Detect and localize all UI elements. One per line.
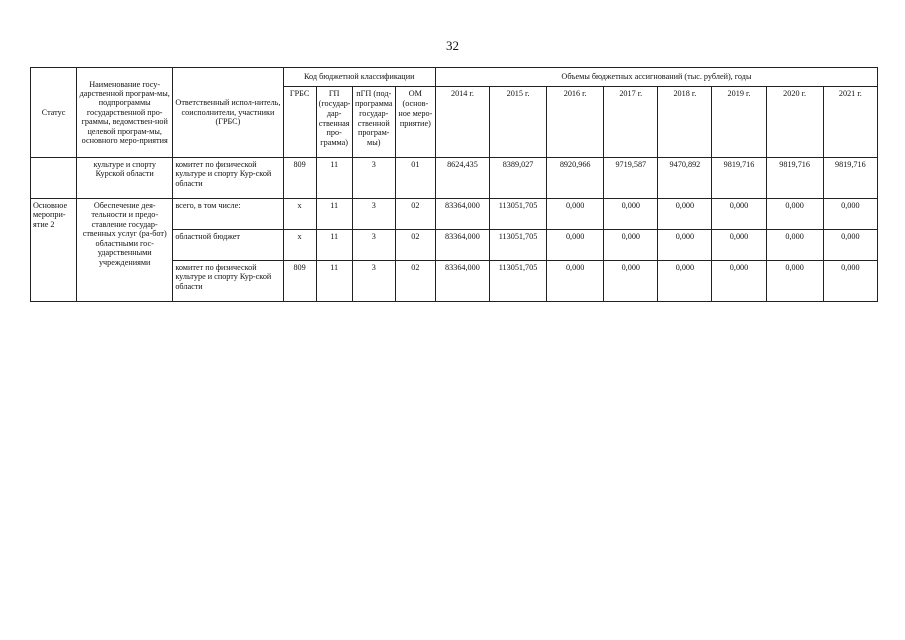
cell-status: Основное меропри-ятие 2: [31, 199, 77, 302]
cell-value: 0,000: [712, 199, 766, 230]
header-year: 2016 г.: [547, 87, 604, 158]
cell-value: 0,000: [823, 230, 877, 261]
cell-pgp: 3: [352, 199, 395, 230]
header-year: 2014 г.: [435, 87, 489, 158]
header-year: 2021 г.: [823, 87, 877, 158]
cell-value: 0,000: [823, 261, 877, 302]
cell-responsible: комитет по физической культуре и спорту Кур-ской области: [173, 158, 283, 199]
header-status: Статус: [31, 68, 77, 158]
cell-value: 0,000: [658, 199, 712, 230]
table-row: [31, 199, 878, 230]
header-grbs: ГРБС: [283, 87, 316, 158]
cell-value: 0,000: [712, 261, 766, 302]
cell-grbs: 809: [283, 261, 316, 302]
header-year: 2018 г.: [658, 87, 712, 158]
cell-value: 0,000: [547, 230, 604, 261]
cell-om: 01: [395, 158, 435, 199]
cell-value: 113051,705: [489, 199, 546, 230]
cell-gp: 11: [316, 199, 352, 230]
cell-value: 0,000: [604, 230, 658, 261]
header-responsible: Ответственный испол-нитель, соисполнители, участники (ГРБС): [173, 68, 283, 158]
cell-value: 0,000: [658, 261, 712, 302]
header-gp: ГП (государ-дар-ственная про-грамма): [316, 87, 352, 158]
page-number: 32: [446, 38, 459, 53]
cell-responsible: областной бюджет: [173, 230, 283, 261]
cell-grbs: 809: [283, 158, 316, 199]
header-year: 2020 г.: [766, 87, 823, 158]
cell-name: Обеспечение дея-тельности и предо-ставление государ-ственных услуг (ра-бот) областными гос-ударственными учреждениями: [77, 199, 173, 302]
header-budget-code: Код бюджетной классификации: [283, 68, 435, 87]
cell-gp: 11: [316, 230, 352, 261]
cell-name: культуре и спорту Курской области: [77, 158, 173, 199]
cell-value: 0,000: [604, 199, 658, 230]
cell-value: 9719,587: [604, 158, 658, 199]
cell-om: 02: [395, 199, 435, 230]
cell-value: 0,000: [766, 230, 823, 261]
cell-value: 0,000: [658, 230, 712, 261]
cell-pgp: 3: [352, 261, 395, 302]
header-year: 2015 г.: [489, 87, 546, 158]
cell-om: 02: [395, 261, 435, 302]
cell-value: 9470,892: [658, 158, 712, 199]
cell-value: 9819,716: [823, 158, 877, 199]
cell-value: 9819,716: [712, 158, 766, 199]
table-row: [31, 158, 878, 199]
cell-value: 83364,000: [435, 230, 489, 261]
header-year: 2019 г.: [712, 87, 766, 158]
cell-gp: 11: [316, 158, 352, 199]
cell-value: 0,000: [547, 261, 604, 302]
header-volumes: Объемы бюджетных ассигнований (тыс. рублей), годы: [435, 68, 877, 87]
header-pgp: пГП (под-программа государ-ственной програм-мы): [352, 87, 395, 158]
cell-responsible: комитет по физической культуре и спорту Кур-ской области: [173, 261, 283, 302]
cell-value: 0,000: [766, 261, 823, 302]
cell-grbs: x: [283, 199, 316, 230]
budget-table: [30, 67, 878, 302]
cell-value: 83364,000: [435, 199, 489, 230]
cell-om: 02: [395, 230, 435, 261]
cell-value: 8920,966: [547, 158, 604, 199]
cell-value: 8624,435: [435, 158, 489, 199]
cell-pgp: 3: [352, 158, 395, 199]
cell-value: 113051,705: [489, 261, 546, 302]
cell-value: 83364,000: [435, 261, 489, 302]
cell-value: 8389,027: [489, 158, 546, 199]
cell-value: 0,000: [547, 199, 604, 230]
cell-gp: 11: [316, 261, 352, 302]
cell-status: [31, 158, 77, 199]
cell-value: 113051,705: [489, 230, 546, 261]
cell-value: 0,000: [604, 261, 658, 302]
cell-pgp: 3: [352, 230, 395, 261]
cell-value: 0,000: [766, 199, 823, 230]
cell-value: 9819,716: [766, 158, 823, 199]
cell-value: 0,000: [712, 230, 766, 261]
header-name: Наименование госу-дарственной програм-мы, подпрограммы государственной про-граммы, ведомствен-ной целевой програм-мы, основного меро-приятия: [77, 68, 173, 158]
cell-grbs: x: [283, 230, 316, 261]
cell-responsible: всего, в том числе:: [173, 199, 283, 230]
cell-value: 0,000: [823, 199, 877, 230]
header-om: ОМ (основ-ное меро-приятие): [395, 87, 435, 158]
header-year: 2017 г.: [604, 87, 658, 158]
